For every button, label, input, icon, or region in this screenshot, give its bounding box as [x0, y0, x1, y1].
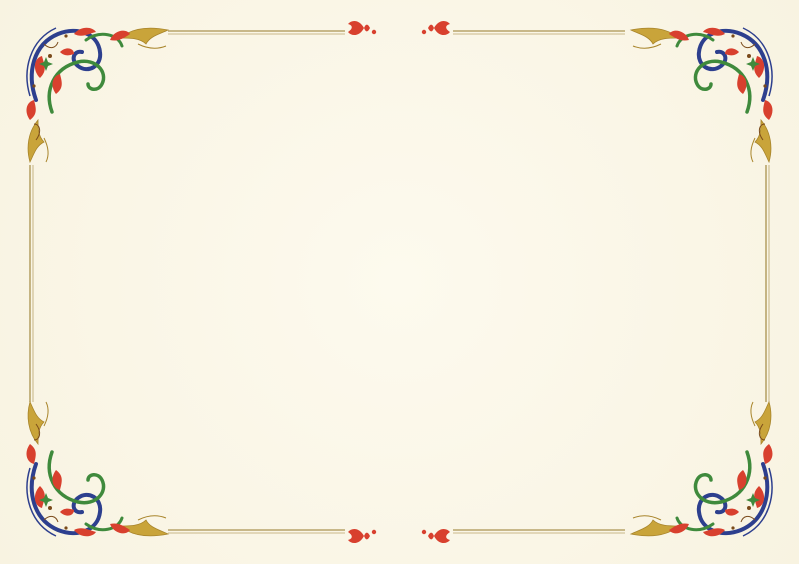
corner-ornament-bottom-left: [27, 402, 168, 536]
center-motif-top-right: [422, 21, 450, 35]
corner-ornament-top-left: [27, 28, 168, 162]
center-motif-top-left: [348, 21, 376, 35]
center-motif-bottom-left: [348, 529, 376, 543]
corner-ornament-top-right: [631, 28, 772, 162]
border-rules: [30, 31, 769, 533]
corner-ornament-bottom-right: [631, 402, 772, 536]
center-motif-bottom-right: [422, 529, 450, 543]
